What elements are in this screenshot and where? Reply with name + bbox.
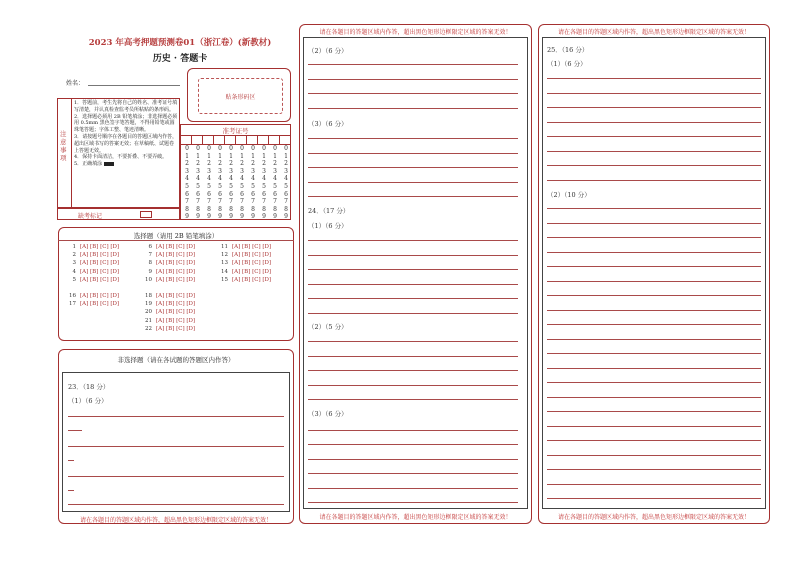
exam-id-digit-bubble[interactable]: 6 — [185, 190, 189, 198]
exam-id-digit-bubble[interactable]: 8 — [229, 205, 233, 213]
answer-line[interactable] — [308, 284, 518, 285]
q25-1-label: （1）（6 分） — [547, 60, 587, 68]
choice-question-row[interactable] — [144, 309, 195, 315]
exam-id-digit-bubble[interactable]: 3 — [240, 167, 244, 175]
exam-id-digit-bubble[interactable]: 9 — [273, 213, 277, 221]
q23-label: 23．（18 分） — [68, 383, 110, 391]
exam-id-digit-bubble[interactable]: 3 — [251, 167, 255, 175]
question-number: 5 — [72, 276, 76, 283]
exam-id-digit-column[interactable] — [248, 145, 258, 221]
exam-id-digit-bubble[interactable]: 2 — [207, 160, 211, 168]
choice-question-row[interactable] — [68, 260, 119, 266]
answer-options[interactable]: [A] [B] [C] [D] — [156, 325, 196, 332]
answer-short-line[interactable] — [68, 460, 74, 461]
answer-line[interactable] — [547, 122, 761, 123]
exam-id-digit-bubble[interactable]: 2 — [284, 160, 288, 168]
answer-options[interactable]: [A] [B] [C] [D] — [156, 276, 196, 283]
question-number: 6 — [148, 244, 152, 250]
exam-id-digit-bubble[interactable]: 9 — [240, 213, 244, 221]
page-title: 历史 · 答题卡 — [152, 54, 208, 64]
exam-id-digit-bubble[interactable]: 5 — [207, 182, 211, 190]
answer-line[interactable] — [547, 498, 761, 499]
exam-id-digit-bubble[interactable]: 1 — [218, 152, 222, 160]
answer-options[interactable]: [A] [B] [C] [D] — [156, 317, 196, 324]
q22-3-label: （3）（6 分） — [308, 120, 348, 128]
q25-2-label: （2）（10 分） — [547, 191, 591, 199]
exam-id-digit-bubble[interactable]: 5 — [240, 182, 244, 190]
answer-line[interactable] — [547, 252, 761, 253]
question-number: 20 — [145, 309, 152, 316]
exam-id-digit-bubble[interactable]: 9 — [262, 213, 266, 221]
exam-id-digit-bubble[interactable]: 1 — [196, 152, 200, 160]
exam-id-digit-bubble[interactable]: 2 — [196, 160, 200, 168]
answer-line[interactable] — [547, 484, 761, 485]
answer-options[interactable]: [A] [B] [C] [D] — [80, 252, 120, 259]
exam-id-digit-bubble[interactable]: 3 — [218, 167, 222, 175]
absent-label: 缺考标记 — [78, 213, 103, 220]
exam-id-digit-bubble[interactable]: 1 — [273, 152, 277, 160]
answer-line[interactable] — [308, 473, 518, 474]
warning-col1: 请在各题目的答题区域内作答，超出黑色矩形边框限定区域的答案无效！ — [79, 517, 272, 524]
exam-id-digit-bubble[interactable]: 9 — [218, 213, 222, 221]
question-number: 22 — [145, 325, 152, 332]
choice-question-row[interactable] — [144, 318, 195, 324]
exam-id-digit-bubble[interactable]: 6 — [229, 190, 233, 198]
exam-id-digit-bubble[interactable]: 2 — [273, 160, 277, 168]
answer-options[interactable]: [A] [B] [C] [D] — [80, 276, 120, 283]
exam-id-digit-bubble[interactable]: 0 — [262, 145, 266, 152]
question-number: 19 — [145, 301, 152, 308]
answer-line[interactable] — [547, 136, 761, 137]
exam-id-digit-bubble[interactable]: 1 — [251, 152, 255, 160]
answer-options[interactable]: [A] [B] [C] [D] — [232, 260, 272, 267]
exam-id-digit-bubble[interactable]: 2 — [240, 160, 244, 168]
q25-label: 25．（16 分） — [547, 46, 589, 54]
exam-id-digit-bubble[interactable]: 8 — [185, 205, 189, 213]
answer-options[interactable]: [A] [B] [C] [D] — [232, 244, 272, 250]
choice-question-row[interactable] — [144, 244, 195, 250]
exam-id-digit-bubble[interactable]: 0 — [229, 145, 233, 152]
answer-line[interactable] — [308, 341, 518, 342]
exam-id-digit-column[interactable] — [193, 145, 203, 221]
answer-line[interactable] — [308, 459, 518, 460]
q23-1-label: （1）（6 分） — [68, 397, 108, 405]
answer-line[interactable] — [308, 313, 518, 314]
choice-question-row[interactable] — [68, 244, 119, 250]
exam-id-digit-bubble[interactable]: 6 — [262, 190, 266, 198]
exam-id-digit-bubble[interactable]: 8 — [284, 205, 288, 213]
choice-question-row[interactable] — [144, 326, 195, 332]
answer-line[interactable] — [68, 476, 284, 477]
answer-options[interactable]: [A] [B] [C] [D] — [156, 268, 196, 275]
exam-id-digit-bubble[interactable]: 2 — [185, 160, 189, 168]
q22-2-label: （2）（6 分） — [308, 47, 348, 55]
answer-line[interactable] — [308, 269, 518, 270]
exam-id-digit-bubble[interactable]: 1 — [185, 152, 189, 160]
exam-id-digit-bubble[interactable]: 5 — [218, 182, 222, 190]
question-number: 18 — [145, 293, 152, 299]
answer-short-line[interactable] — [68, 490, 74, 491]
exam-id-digit-bubble[interactable]: 8 — [273, 205, 277, 213]
choice-question-row[interactable] — [144, 301, 195, 307]
question-number: 3 — [72, 260, 76, 267]
exam-id-digit-bubble[interactable]: 0 — [240, 145, 244, 152]
exam-id-digit-bubble[interactable]: 1 — [284, 152, 288, 160]
exam-id-digit-bubble[interactable]: 0 — [218, 145, 222, 152]
exam-id-digit-bubble[interactable]: 5 — [273, 182, 277, 190]
choice-question-row[interactable] — [144, 260, 195, 266]
exam-id-digit-bubble[interactable]: 4 — [284, 175, 288, 183]
question-number: 13 — [221, 260, 228, 267]
exam-id-digit-bubble[interactable]: 0 — [273, 145, 277, 152]
question-number: 9 — [148, 268, 152, 275]
question-number: 14 — [221, 268, 228, 275]
answer-line[interactable] — [308, 93, 518, 94]
answer-line[interactable] — [547, 295, 761, 296]
exam-id-digit-bubble[interactable]: 5 — [229, 182, 233, 190]
answer-short-line[interactable] — [68, 430, 82, 431]
answer-options[interactable]: [A] [B] [C] [D] — [80, 260, 120, 267]
choice-question-row[interactable] — [220, 260, 271, 266]
answer-options[interactable]: [A] [B] [C] [D] — [156, 260, 196, 267]
question-number: 1 — [72, 244, 76, 250]
choice-question-row[interactable] — [220, 252, 271, 258]
answer-line[interactable] — [547, 382, 761, 383]
absent-checkbox[interactable] — [140, 211, 152, 218]
answer-line[interactable] — [547, 180, 761, 181]
answer-line[interactable] — [308, 240, 518, 241]
notice-item: 2．选择题必须用 2B 铅笔填涂；非选择题必须用 0.5mm 黑色签字笔答题，不得用铅笔或圆珠笔答题；字体工整、笔迹清晰。 — [74, 113, 178, 134]
answer-line[interactable] — [308, 79, 518, 80]
choice-question-row[interactable] — [68, 252, 119, 258]
choice-question-row[interactable] — [68, 269, 119, 275]
exam-id-digit-bubble[interactable]: 0 — [284, 145, 288, 152]
exam-id-digit-bubble[interactable]: 3 — [262, 167, 266, 175]
notice-divider — [71, 98, 72, 208]
notice-side-label: 注意事项 — [60, 130, 67, 162]
answer-line[interactable] — [308, 255, 518, 256]
exam-id-digit-bubble[interactable]: 0 — [207, 145, 211, 152]
exam-title: 2023 年高考押题预测卷01（浙江卷）(新教材) — [88, 38, 272, 48]
exam-id-digit-bubble[interactable]: 7 — [229, 198, 233, 206]
question-number: 7 — [148, 252, 152, 259]
exam-id-digit-bubble[interactable]: 1 — [240, 152, 244, 160]
exam-id-digit-bubble[interactable]: 2 — [229, 160, 233, 168]
exam-id-digit-bubble[interactable]: 7 — [273, 198, 277, 206]
answer-line[interactable] — [547, 368, 761, 369]
exam-id-digit-bubble[interactable]: 7 — [262, 198, 266, 206]
answer-options[interactable]: [A] [B] [C] [D] — [156, 244, 196, 250]
warning-col2-top: 请在各题目的答题区域内作答，超出黑色矩形边框限定区域的答案无效！ — [319, 29, 512, 36]
exam-id-digit-bubble[interactable]: 0 — [185, 145, 189, 152]
exam-id-digit-bubble[interactable]: 7 — [185, 198, 189, 206]
exam-id-digit-bubble[interactable]: 1 — [207, 152, 211, 160]
exam-id-digit-bubble[interactable]: 8 — [218, 205, 222, 213]
answer-line[interactable] — [547, 339, 761, 340]
question-number: 15 — [221, 276, 228, 283]
exam-id-digit-bubble[interactable]: 2 — [251, 160, 255, 168]
name-label: 姓名： — [66, 80, 85, 87]
answer-options[interactable]: [A] [B] [C] [D] — [156, 293, 196, 299]
exam-id-digit-bubble[interactable]: 6 — [251, 190, 255, 198]
answer-line[interactable] — [308, 356, 518, 357]
answer-line[interactable] — [308, 399, 518, 400]
exam-id-digit-bubble[interactable]: 9 — [196, 213, 200, 221]
choice-question-row[interactable] — [68, 293, 119, 299]
exam-id-digit-column[interactable] — [226, 145, 236, 221]
choice-question-row[interactable] — [144, 269, 195, 275]
answer-line[interactable] — [547, 237, 761, 238]
choice-title: 选择题（请用 2B 铅笔填涂） — [133, 232, 219, 240]
exam-id-input-row[interactable] — [181, 135, 290, 145]
answer-line[interactable] — [547, 469, 761, 470]
exam-id-digit-bubble[interactable]: 4 — [196, 175, 200, 183]
exam-id-digit-bubble[interactable]: 6 — [196, 190, 200, 198]
answer-line[interactable] — [308, 196, 518, 197]
q24-3-label: （3）（6 分） — [308, 410, 348, 418]
exam-id-digit-bubble[interactable]: 2 — [262, 160, 266, 168]
answer-line[interactable] — [547, 426, 761, 427]
exam-id-digit-bubble[interactable]: 4 — [207, 175, 211, 183]
exam-id-grid — [180, 124, 291, 220]
question-number: 12 — [221, 252, 228, 259]
question-number: 8 — [148, 260, 152, 267]
exam-id-digit-bubble[interactable]: 7 — [251, 198, 255, 206]
exam-id-digit-bubble[interactable]: 5 — [196, 182, 200, 190]
answer-options[interactable]: [A] [B] [C] [D] — [232, 252, 272, 259]
answer-line[interactable] — [547, 310, 761, 311]
answer-line[interactable] — [308, 298, 518, 299]
exam-id-digit-bubble[interactable]: 0 — [196, 145, 200, 152]
answer-line[interactable] — [547, 455, 761, 456]
answer-line[interactable] — [547, 93, 761, 94]
answer-line[interactable] — [308, 385, 518, 386]
exam-id-digit-column[interactable] — [204, 145, 214, 221]
choice-question-row[interactable] — [220, 269, 271, 275]
exam-id-digit-bubble[interactable]: 4 — [229, 175, 233, 183]
choice-question-row[interactable] — [144, 277, 195, 283]
exam-id-digit-bubble[interactable]: 4 — [240, 175, 244, 183]
q24-2-label: （2）（5 分） — [308, 323, 348, 331]
q23-answer-box — [62, 372, 290, 512]
exam-id-digit-bubble[interactable]: 7 — [218, 198, 222, 206]
exam-id-digit-bubble[interactable]: 3 — [196, 167, 200, 175]
answer-line[interactable] — [547, 324, 761, 325]
exam-id-digit-column[interactable] — [182, 145, 192, 221]
exam-id-digit-bubble[interactable]: 9 — [251, 213, 255, 221]
choice-title-divider — [58, 240, 294, 241]
exam-id-digit-bubble[interactable]: 7 — [196, 198, 200, 206]
answer-line[interactable] — [68, 446, 284, 447]
exam-id-digit-column[interactable] — [259, 145, 269, 221]
exam-id-digit-bubble[interactable]: 6 — [284, 190, 288, 198]
answer-line[interactable] — [308, 502, 518, 503]
exam-id-digit-bubble[interactable]: 7 — [207, 198, 211, 206]
answer-line[interactable] — [308, 64, 518, 65]
notice-list — [74, 100, 178, 168]
answer-line[interactable] — [547, 440, 761, 441]
exam-id-digit-bubble[interactable]: 5 — [251, 182, 255, 190]
exam-id-digit-bubble[interactable]: 6 — [218, 190, 222, 198]
answer-line[interactable] — [547, 223, 761, 224]
answer-line[interactable] — [308, 430, 518, 431]
answer-line[interactable] — [547, 353, 761, 354]
choice-question-row[interactable] — [220, 244, 271, 250]
answer-options[interactable]: [A] [B] [C] [D] — [80, 301, 120, 308]
question-number: 2 — [72, 252, 76, 259]
exam-id-digit-bubble[interactable]: 8 — [240, 205, 244, 213]
q24-1-label: （1）（6 分） — [308, 222, 348, 230]
question-number: 4 — [72, 268, 76, 275]
answer-options[interactable]: [A] [B] [C] [D] — [80, 293, 120, 299]
choice-question-row[interactable] — [220, 277, 271, 283]
exam-id-digit-bubble[interactable]: 0 — [251, 145, 255, 152]
exam-id-digit-bubble[interactable]: 9 — [207, 213, 211, 221]
exam-id-digit-bubble[interactable]: 9 — [229, 213, 233, 221]
filled-sample-icon — [104, 162, 114, 166]
question-number: 10 — [145, 276, 152, 283]
answer-line[interactable] — [68, 504, 284, 505]
exam-id-digit-bubble[interactable]: 4 — [273, 175, 277, 183]
exam-id-digit-bubble[interactable]: 9 — [185, 213, 189, 221]
answer-options[interactable]: [A] [B] [C] [D] — [80, 268, 120, 275]
notice-item: 4．保持卡面清洁，不要折叠、不要弄破。 — [74, 154, 168, 161]
exam-id-digit-bubble[interactable]: 9 — [284, 213, 288, 221]
exam-id-digit-bubble[interactable]: 8 — [207, 205, 211, 213]
q24-label: 24．（17 分） — [308, 207, 350, 215]
answer-options[interactable]: [A] [B] [C] [D] — [232, 268, 272, 275]
exam-id-digit-column[interactable] — [270, 145, 280, 221]
absent-row — [57, 208, 180, 220]
exam-id-digit-bubble[interactable]: 5 — [284, 182, 288, 190]
exam-id-digit-bubble[interactable]: 3 — [273, 167, 277, 175]
answer-options[interactable]: [A] [B] [C] [D] — [232, 276, 272, 283]
barcode-label: 贴条形码区 — [225, 94, 256, 101]
choice-question-row[interactable] — [68, 301, 119, 307]
exam-id-digit-bubble[interactable]: 5 — [262, 182, 266, 190]
answer-line[interactable] — [308, 488, 518, 489]
exam-id-digit-bubble[interactable]: 2 — [218, 160, 222, 168]
notice-item: 3．请按题号顺序在各题目的答题区域内作答，超出区域书写的答案无效；在草稿纸、试题卷上答题无效。 — [74, 133, 178, 154]
exam-id-digit-column[interactable] — [215, 145, 225, 221]
notice-item: 5．正确填涂 — [74, 161, 178, 168]
choice-question-row[interactable] — [68, 277, 119, 283]
exam-id-digit-bubble[interactable]: 6 — [207, 190, 211, 198]
answer-line[interactable] — [308, 167, 518, 168]
answer-line[interactable] — [547, 78, 761, 79]
exam-id-digit-bubble[interactable]: 6 — [273, 190, 277, 198]
exam-id-digit-bubble[interactable]: 8 — [262, 205, 266, 213]
notice-item: 1．答题前，考生先将自己的姓名、准考证号填写清楚，并认真检查监考员所粘贴的条形码。 — [74, 100, 178, 113]
exam-id-digit-bubble[interactable]: 1 — [262, 152, 266, 160]
answer-line[interactable] — [547, 107, 761, 108]
answer-line[interactable] — [308, 108, 518, 109]
answer-options[interactable]: [A] [B] [C] [D] — [156, 309, 196, 316]
exam-id-digit-bubble[interactable]: 4 — [218, 175, 222, 183]
exam-id-digit-bubble[interactable]: 3 — [229, 167, 233, 175]
answer-options[interactable]: [A] [B] [C] [D] — [156, 252, 196, 259]
exam-id-digit-bubble[interactable]: 6 — [240, 190, 244, 198]
exam-id-digit-bubble[interactable]: 8 — [196, 205, 200, 213]
exam-id-digit-bubble[interactable]: 8 — [251, 205, 255, 213]
answer-line[interactable] — [547, 151, 761, 152]
answer-options[interactable]: [A] [B] [C] [D] — [80, 244, 120, 250]
exam-id-digit-bubble[interactable]: 3 — [207, 167, 211, 175]
answer-line[interactable] — [547, 397, 761, 398]
exam-id-digit-bubble[interactable]: 5 — [185, 182, 189, 190]
answer-line[interactable] — [308, 138, 518, 139]
exam-id-label: 准考证号 — [222, 127, 249, 135]
warning-col2-bottom: 请在各题目的答题区域内作答，超出黑色矩形边框限定区域的答案无效！ — [319, 514, 512, 521]
answer-line[interactable] — [547, 281, 761, 282]
exam-id-digit-bubble[interactable]: 3 — [284, 167, 288, 175]
answer-line[interactable] — [308, 444, 518, 445]
answer-line[interactable] — [68, 416, 284, 417]
choice-question-row[interactable] — [144, 252, 195, 258]
question-number: 21 — [145, 317, 152, 324]
question-number: 17 — [69, 301, 76, 308]
exam-id-digit-bubble[interactable]: 4 — [251, 175, 255, 183]
answer-line[interactable] — [308, 370, 518, 371]
name-line — [88, 85, 180, 86]
choice-question-row[interactable] — [144, 293, 195, 299]
question-number: 16 — [69, 293, 76, 299]
exam-id-digit-bubble[interactable]: 7 — [240, 198, 244, 206]
exam-id-digit-bubble[interactable]: 3 — [185, 167, 189, 175]
exam-id-digit-bubble[interactable]: 4 — [185, 175, 189, 183]
exam-id-digit-column[interactable] — [237, 145, 247, 221]
answer-line[interactable] — [547, 411, 761, 412]
question-number: 11 — [221, 244, 228, 250]
answer-line[interactable] — [308, 153, 518, 154]
answer-line[interactable] — [547, 208, 761, 209]
exam-id-digit-bubble[interactable]: 1 — [229, 152, 233, 160]
answer-line[interactable] — [308, 182, 518, 183]
answer-options[interactable]: [A] [B] [C] [D] — [156, 301, 196, 308]
exam-id-digit-column[interactable] — [281, 145, 291, 221]
warning-col3-bottom: 请在各题目的答题区域内作答，超出黑色矩形边框限定区域的答案无效！ — [557, 514, 750, 521]
nonchoice-title: 非选择题（请在各试题的答题区内作答） — [117, 356, 235, 364]
answer-line[interactable] — [547, 266, 761, 267]
exam-id-digit-bubble[interactable]: 4 — [262, 175, 266, 183]
warning-col3-top: 请在各题目的答题区域内作答，超出黑色矩形边框限定区域的答案无效！ — [557, 29, 750, 36]
exam-id-digit-bubble[interactable]: 7 — [284, 198, 288, 206]
answer-line[interactable] — [547, 165, 761, 166]
